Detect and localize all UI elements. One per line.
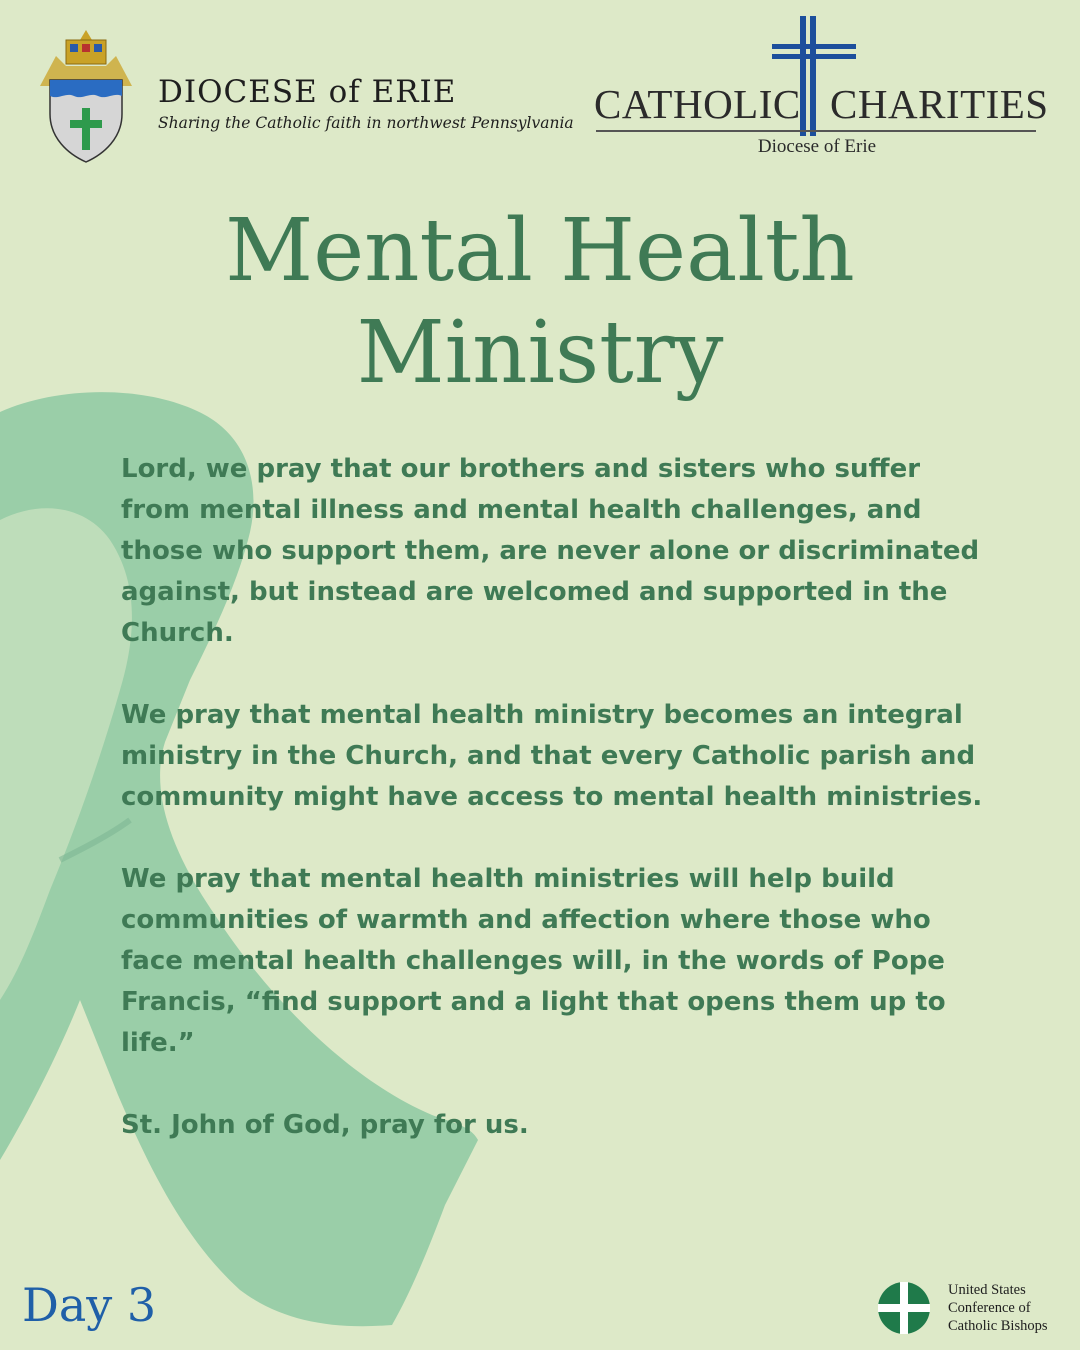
prayer-paragraph-2: We pray that mental health ministry becomes an integral ministry in the Church, and that every Catholic parish and community might have access to mental health ministries.	[121, 700, 983, 812]
prayer-paragraph-3: We pray that mental health ministries will help build communities of warmth and affection where those who face mental health challenges will, in the words of Pope Francis, “find support and a light that opens them up to life.”	[121, 864, 946, 1058]
title-line-2: Ministry	[356, 303, 724, 403]
usccb-logo	[876, 1280, 1066, 1340]
cc-subtitle: Diocese of Erie	[757, 136, 877, 157]
usccb-line-2: Conference of	[948, 1300, 1031, 1316]
usccb-line-1: United States	[948, 1282, 1026, 1298]
cc-divider	[596, 130, 1036, 132]
diocese-crest-icon	[36, 26, 136, 166]
prayer-paragraph-1: Lord, we pray that our brothers and sisters who suffer from mental illness and mental health challenges, and those who support them, are never alone or discriminated against, but instead are welcomed and supported in the Church.	[121, 454, 980, 648]
title-line-1: Mental Health	[225, 201, 855, 301]
usccb-line-3: Catholic Bishops	[948, 1318, 1048, 1334]
diocese-tagline: Sharing the Catholic faith in northwest Pennsylvania	[158, 114, 574, 132]
cc-word-charities: CHARITIES	[830, 81, 1049, 127]
usccb-name	[948, 1281, 1048, 1335]
usccb-cross-icon	[876, 1280, 932, 1336]
diocese-name: DIOCESE of ERIE	[158, 74, 457, 110]
catholic-charities-logo	[592, 14, 1049, 164]
cc-word-catholic: CATHOLIC	[594, 81, 801, 127]
diocese-logo	[36, 26, 574, 171]
page-title	[0, 200, 1080, 404]
day-label: Day 3	[22, 1278, 157, 1332]
prayer-closing: St. John of God, pray for us.	[121, 1110, 529, 1140]
prayer-text	[121, 449, 991, 1146]
